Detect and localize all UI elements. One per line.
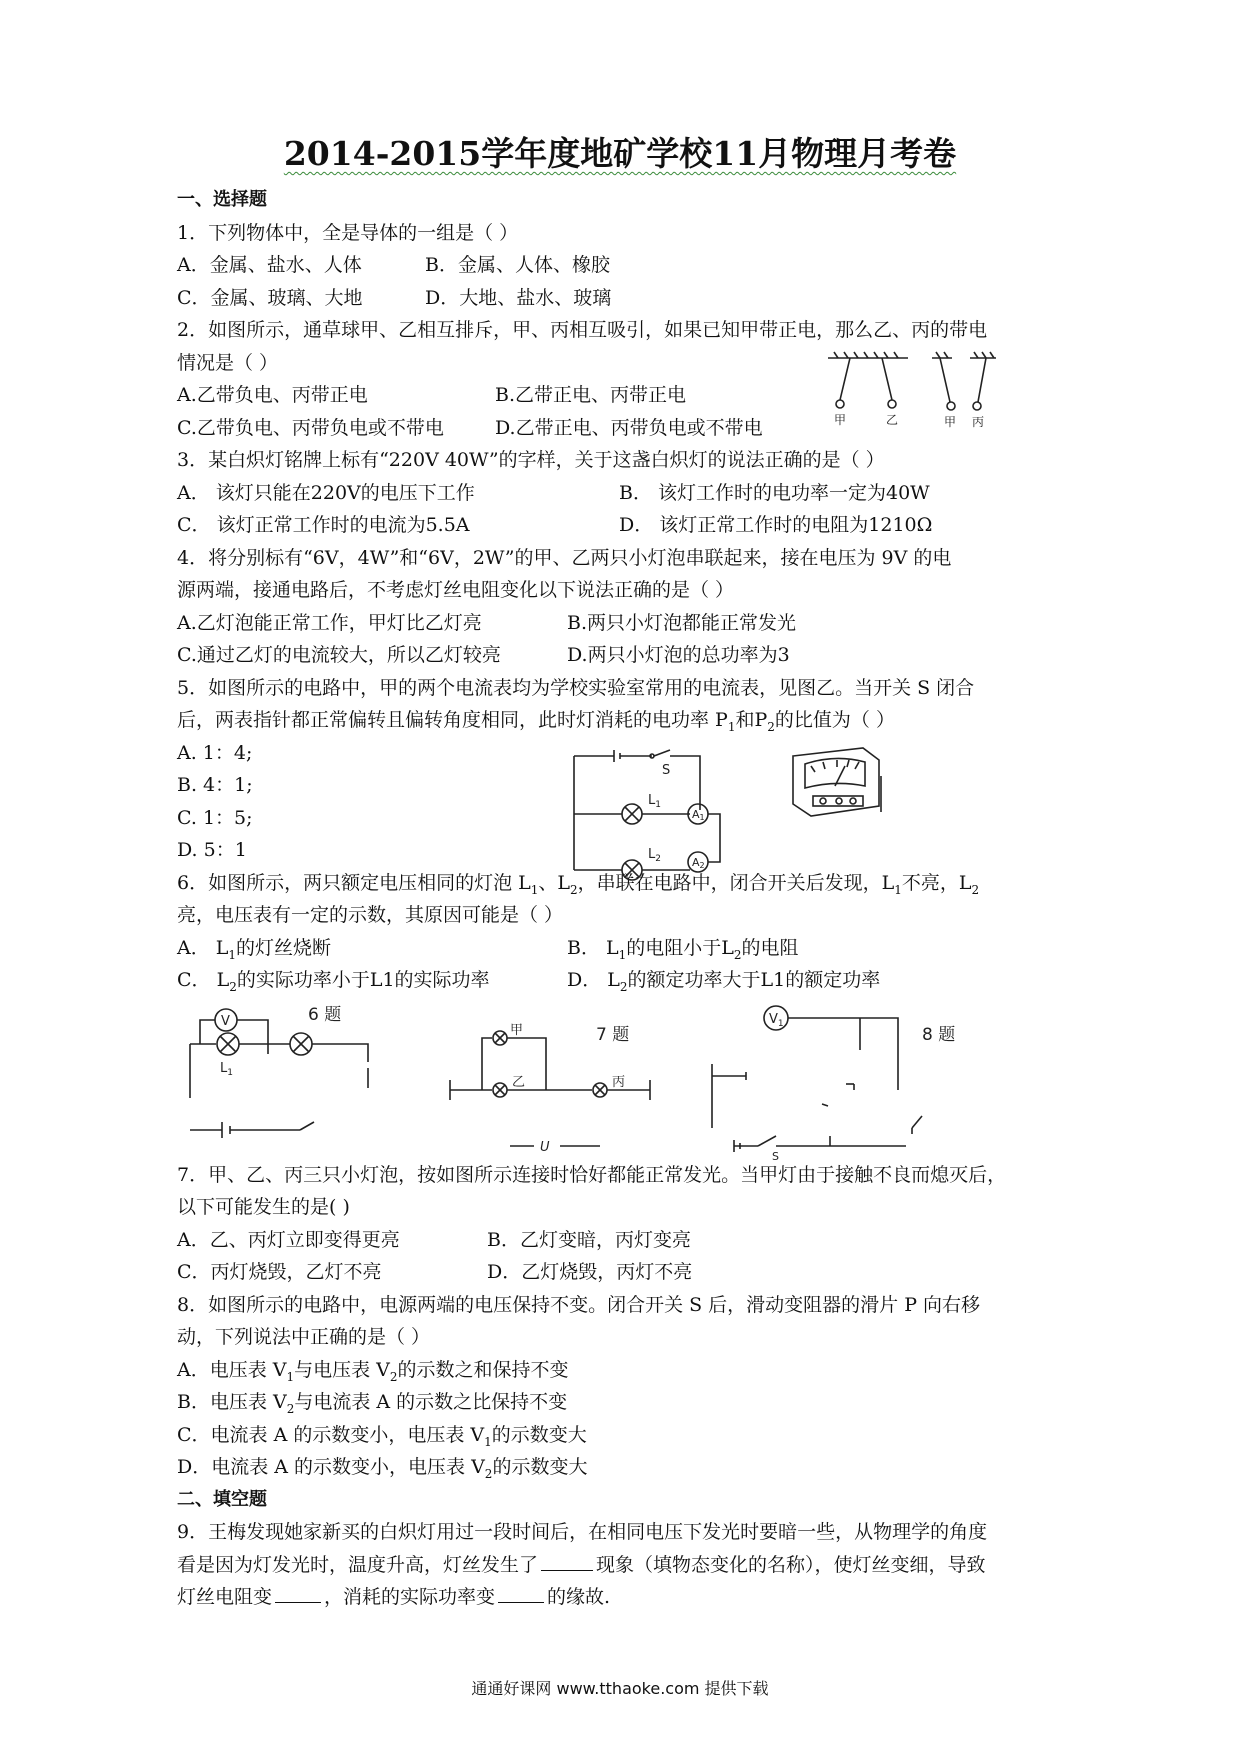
fig7-jia-label: 甲 xyxy=(510,1023,524,1038)
q7-option-a: A．乙、丙灯立即变得更亮 xyxy=(177,1228,400,1251)
q6-options-ab xyxy=(177,932,1077,965)
q5-option-a: A. 1：4; xyxy=(177,741,253,764)
q6-option-d: D． $L_2$的额定功率大于L1的额定功率 xyxy=(567,969,881,994)
q1-option-b: B．金属、人体、橡胶 xyxy=(425,254,610,276)
q5-option-c: C. 1：5; xyxy=(177,806,253,829)
q5-option-b: B. 4：1; xyxy=(177,774,253,796)
fig6-label: 6 题 xyxy=(308,1005,342,1025)
q8-circuit-figure xyxy=(706,1000,966,1163)
page-title: 2014-2015学年度地矿学校11月物理月考卷 xyxy=(283,134,957,173)
q7-options-ab xyxy=(177,1224,1077,1257)
q3-options-ab xyxy=(177,477,1077,510)
q7-stem-line1: 7．甲、乙、丙三只小灯泡，按如图所示连接时恰好都能正常发光。当甲灯由于接触不良而熄灭后， xyxy=(177,1163,1007,1186)
fig6-v-label: V xyxy=(221,1014,230,1029)
q8-option-d: D．电流表 A 的示数变小，电压表 $V_2$的示数变大 xyxy=(177,1456,588,1481)
q4-option-b: B.两只小灯泡都能正常发光 xyxy=(567,611,797,634)
q2-option-c: C.乙带负电、丙带负电或不带电 xyxy=(177,416,444,439)
q9-blank-2[interactable] xyxy=(275,1582,321,1603)
q9-line3: 灯丝电阻变 ，消耗的实际功率变 的缘故. xyxy=(177,1581,1077,1614)
q8-option-a: A．电压表 $V_1$与电压表 $V_2$的示数之和保持不变 xyxy=(177,1358,569,1384)
fig6-l1-label: $L_1$ xyxy=(220,1061,233,1078)
q1-options-ab xyxy=(177,249,1077,282)
q8-option-c: C．电流表 A 的示数变小，电压表 $V_1$的示数变大 xyxy=(177,1423,587,1449)
q5-option-d: D. 5：1 xyxy=(177,839,247,861)
q3-options-cd xyxy=(177,509,1077,542)
q7-option-c: C．丙灯烧毁，乙灯不亮 xyxy=(177,1261,382,1283)
q3-option-d: D． 该灯正常工作时的电阻为1210Ω xyxy=(619,514,933,536)
q4-options-ab xyxy=(177,607,1077,640)
q6-option-b: B． $L_1$的电阻小于$L_2$的电阻 xyxy=(567,936,799,962)
q2-label-bing: 丙 xyxy=(972,415,985,429)
q2-support-right xyxy=(932,352,996,410)
footer-credit: 通通好课网 www.tthaoke.com 提供下载 xyxy=(471,1679,769,1698)
q7-option-b: B．乙灯变暗，丙灯变亮 xyxy=(487,1228,691,1251)
q1-stem: 1．下列物体中，全是导体的一组是（ ） xyxy=(177,221,519,244)
fig8-s-label: S xyxy=(772,1150,779,1163)
q5-stem-line2: 后，两表指针都正常偏转且偏转角度相同，此时灯消耗的电功率 $P_1$和$P_2$的比值为（ ） xyxy=(177,709,895,734)
q3-option-b: B． 该灯工作时的电功率一定为40W xyxy=(619,481,930,504)
q5-label-s: S xyxy=(662,763,671,778)
fig7-bing-label: 丙 xyxy=(612,1075,626,1090)
q9-line1: 9．王梅发现她家新买的白炽灯用过一段时间后，在相同电压下发光时要暗一些，从物理学的角度 xyxy=(177,1521,988,1543)
q9-line2: 看是因为灯发光时，温度升高，灯丝发生了 现象（填物态变化的名称），使灯丝变细，导致 xyxy=(177,1549,1077,1582)
q4-option-d: D.两只小灯泡的总功率为3 xyxy=(567,644,790,666)
q9-blank-3[interactable] xyxy=(498,1582,544,1603)
section-heading-fill: 二、填空题 xyxy=(177,1488,267,1510)
q1-option-d: D．大地、盐水、玻璃 xyxy=(425,286,612,309)
q7-options-cd xyxy=(177,1256,1077,1289)
section-heading-choice: 一、选择题 xyxy=(177,189,267,210)
q1-option-a: A．金属、盐水、人体 xyxy=(177,254,362,276)
q5-stem-line1: 5．如图所示的电路中，甲的两个电流表均为学校实验室常用的电流表，见图乙。当开关 S 闭合 xyxy=(177,676,975,699)
q7-circuit-figure xyxy=(448,1018,668,1158)
q8-stem-line1: 8．如图所示的电路中，电源两端的电压保持不变。闭合开关 S 后，滑动变阻器的滑片 P 向右移 xyxy=(177,1293,981,1316)
q8-option-b: B．电压表 $V_2$与电流表 A 的示数之比保持不变 xyxy=(177,1391,568,1416)
q3-stem: 3．某白炽灯铭牌上标有“220V 40W”的字样，关于这盏白炽灯的说法正确的是（ ） xyxy=(177,449,885,471)
q4-options-cd xyxy=(177,639,1077,672)
fig8-v1-label: $V_1$ xyxy=(769,1012,784,1029)
fig7-yi-label: 乙 xyxy=(512,1075,526,1090)
q6-option-c: C． $L_2$的实际功率小于L1的实际功率 xyxy=(177,969,490,994)
q2-label-yi: 乙 xyxy=(886,413,899,427)
q5-label-a1: A1 xyxy=(692,808,705,822)
q2-stem-line1: 2．如图所示，通草球甲、乙相互排斥，甲、丙相互吸引，如果已知甲带正电，那么乙、丙的带电 xyxy=(177,319,988,341)
q6-circuit-figure xyxy=(180,998,380,1148)
q6-option-a: A． $L_1$的灯丝烧断 xyxy=(177,936,332,962)
fig7-u-label: U xyxy=(540,1140,550,1155)
q5-ammeter-photo xyxy=(785,742,885,822)
q4-option-a: A.乙灯泡能正常工作，甲灯比乙灯亮 xyxy=(177,611,482,634)
q9-blank-1[interactable] xyxy=(541,1550,593,1571)
q7-stem-line2: 以下可能发生的是( ) xyxy=(177,1196,350,1218)
q2-stem-line2: 情况是（ ） xyxy=(177,351,279,374)
q5-label-l1: $L_1$ xyxy=(648,793,661,810)
q5-circuit-figure xyxy=(570,750,760,875)
q2-label-jia-1: 甲 xyxy=(834,413,847,427)
q4-stem-line1: 4．将分别标有“6V，4W”和“6V，2W”的甲、乙两只小灯泡串联起来，接在电压为 9V 的电 xyxy=(177,546,952,569)
q7-option-d: D．乙灯烧毁，丙灯不亮 xyxy=(487,1261,693,1283)
q5-label-a2: A2 xyxy=(692,856,705,870)
q2-option-d: D.乙带正电、丙带负电或不带电 xyxy=(495,416,763,439)
q6-options-cd xyxy=(177,964,1077,997)
q2-label-jia-2: 甲 xyxy=(944,415,957,429)
q1-option-c: C．金属、玻璃、大地 xyxy=(177,286,363,309)
q2-support-left xyxy=(828,352,908,408)
q3-option-c: C． 该灯正常工作时的电流为5.5A xyxy=(177,514,470,536)
q8-stem-line2: 动，下列说法中正确的是（ ） xyxy=(177,1326,431,1348)
q4-stem-line2: 源两端，接通电路后，不考虑灯丝电阻变化以下说法正确的是（ ） xyxy=(177,579,735,601)
q3-option-a: A． 该灯只能在220V的电压下工作 xyxy=(177,481,475,504)
q2-option-a: A.乙带负电、丙带正电 xyxy=(177,384,368,406)
q2-pith-ball-figure xyxy=(820,348,1020,428)
q6-stem-line2: 亮，电压表有一定的示数，其原因可能是（ ） xyxy=(177,904,564,926)
fig8-label: 8 题 xyxy=(922,1025,956,1045)
fig7-label: 7 题 xyxy=(596,1025,630,1045)
q1-options-cd xyxy=(177,282,1077,315)
q4-option-c: C.通过乙灯的电流较大，所以乙灯较亮 xyxy=(177,644,501,666)
q2-option-b: B.乙带正电、丙带正电 xyxy=(495,384,687,406)
q6-stem-line1: 6．如图所示，两只额定电压相同的灯泡 $L_1$、$L_2$，串联在电路中，闭合开关后发现，$L_1$不亮，$L_2$ xyxy=(177,871,980,897)
q5-label-l2: $L_2$ xyxy=(648,847,661,864)
